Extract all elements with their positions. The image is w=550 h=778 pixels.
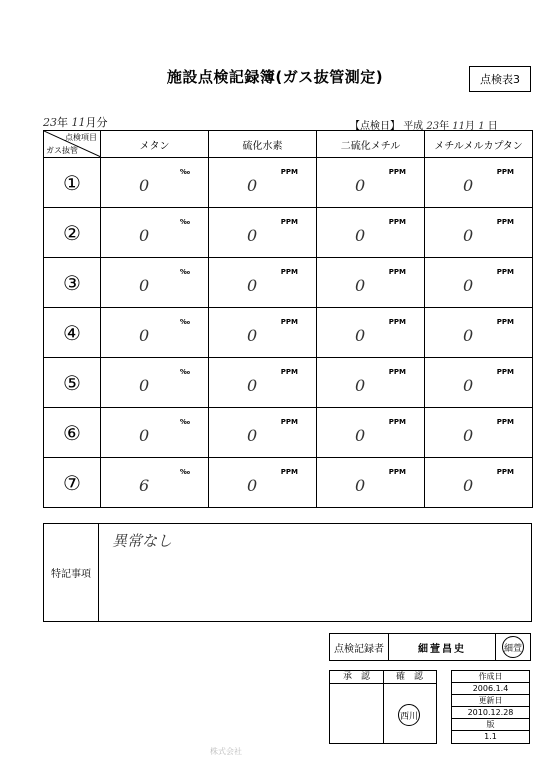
measurement-cell (317, 308, 425, 358)
measurement-cell (425, 358, 533, 408)
table-row (44, 308, 533, 358)
measurement-cell (425, 408, 533, 458)
measurement-cell (209, 258, 317, 308)
corner-label-pipes: ガス抜管 (46, 146, 78, 155)
measurement-value: 0 (139, 326, 150, 345)
measurement-unit: PPM (388, 418, 406, 426)
measurement-value: 0 (355, 376, 366, 395)
measurement-unit: PPM (388, 218, 406, 226)
measurement-value: 0 (463, 276, 474, 295)
measurement-unit: ‰ (179, 318, 190, 326)
measurement-unit: PPM (280, 418, 298, 426)
column-header: メタン (101, 131, 209, 158)
version-label: 版 (452, 719, 529, 731)
measurement-value: 0 (355, 176, 366, 195)
measurement-cell (101, 308, 209, 358)
measurement-value: 0 (247, 276, 258, 295)
measurement-unit: PPM (496, 218, 514, 226)
measurement-value: 0 (139, 276, 150, 295)
column-header: メチルメルカプタン (425, 131, 533, 158)
measurement-cell (209, 158, 317, 208)
measurement-unit: PPM (496, 468, 514, 476)
measurement-cell (101, 458, 209, 508)
measurement-cell (209, 358, 317, 408)
table-row (44, 258, 533, 308)
check-seal: 西川 (398, 704, 420, 726)
measurement-cell (425, 158, 533, 208)
inspection-year: 23 (426, 121, 440, 132)
recorder-box (329, 633, 531, 661)
measurement-value: 0 (247, 426, 258, 445)
measurement-value: 0 (355, 276, 366, 295)
measurement-cell (101, 258, 209, 308)
measurement-value: 0 (463, 476, 474, 495)
measurement-cell (317, 458, 425, 508)
gas-measurement-table (43, 130, 533, 508)
measurement-value: 0 (139, 376, 150, 395)
record-month (43, 114, 108, 130)
measurement-cell (101, 208, 209, 258)
updated-label: 更新日 (452, 695, 529, 707)
measurement-cell (209, 208, 317, 258)
record-year-suffix: 年 (57, 116, 68, 129)
row-number: ③ (44, 258, 101, 308)
measurement-value: 0 (355, 426, 366, 445)
recorder-seal: 細萱 (502, 636, 524, 658)
measurement-value: 0 (247, 376, 258, 395)
revision-box (451, 670, 530, 744)
column-header: 硫化水素 (209, 131, 317, 158)
measurement-value: 0 (247, 476, 258, 495)
footer-text: 株式会社 (210, 747, 242, 756)
check-column (383, 671, 436, 743)
measurement-unit: PPM (388, 368, 406, 376)
measurement-value: 0 (247, 326, 258, 345)
measurement-cell (209, 458, 317, 508)
measurement-value: 0 (355, 476, 366, 495)
measurement-unit: ‰ (179, 268, 190, 276)
notes-text: 異常なし (112, 532, 173, 550)
measurement-cell (101, 358, 209, 408)
version-value: 1.1 (484, 732, 497, 741)
inspection-day: 1 (478, 121, 485, 132)
inspection-month-suffix: 月 (465, 121, 476, 132)
measurement-unit: PPM (388, 168, 406, 176)
recorder-seal-cell (496, 634, 530, 660)
created-date: 2006.1.4 (452, 683, 529, 695)
row-number: ④ (44, 308, 101, 358)
table-corner-cell (44, 131, 101, 158)
check-label: 確 認 (383, 671, 436, 684)
measurement-cell (425, 458, 533, 508)
measurement-value: 0 (463, 376, 474, 395)
measurement-cell (425, 258, 533, 308)
measurement-value: 0 (463, 176, 474, 195)
document-number: 点検表3 (469, 66, 531, 92)
row-number: ⑦ (44, 458, 101, 508)
measurement-unit: PPM (496, 418, 514, 426)
measurement-unit: PPM (280, 268, 298, 276)
table-row (44, 458, 533, 508)
record-month-value: 11 (71, 116, 86, 129)
measurement-cell (101, 158, 209, 208)
measurement-unit: PPM (496, 168, 514, 176)
inspection-date-label: 【点検日】 (350, 121, 400, 132)
measurement-unit: PPM (280, 318, 298, 326)
measurement-unit: PPM (280, 218, 298, 226)
measurement-value: 0 (355, 326, 366, 345)
measurement-unit: PPM (280, 368, 298, 376)
column-header: 二硫化メチル (317, 131, 425, 158)
measurement-unit: ‰ (179, 168, 190, 176)
recorder-label: 点検記録者 (330, 634, 389, 660)
measurement-unit: ‰ (179, 418, 190, 426)
updated-date: 2010.12.28 (452, 707, 529, 719)
measurement-value: 0 (355, 226, 366, 245)
measurement-value: 0 (463, 326, 474, 345)
measurement-unit: PPM (388, 318, 406, 326)
measurement-cell (317, 258, 425, 308)
measurement-cell (209, 308, 317, 358)
row-number: ① (44, 158, 101, 208)
measurement-cell (317, 358, 425, 408)
measurement-unit: PPM (280, 468, 298, 476)
measurement-unit: PPM (496, 318, 514, 326)
table-row (44, 408, 533, 458)
approve-label: 承 認 (330, 671, 383, 684)
measurement-unit: ‰ (179, 368, 190, 376)
created-label: 作成日 (452, 671, 529, 683)
table-header-row (44, 131, 533, 158)
measurement-value: 0 (247, 176, 258, 195)
corner-label-items: 点検項目 (65, 133, 97, 142)
notes-label: 特記事項 (44, 524, 99, 621)
measurement-value: 6 (139, 476, 150, 495)
record-month-suffix: 月分 (85, 116, 108, 129)
inspection-year-suffix: 年 (439, 121, 450, 132)
measurement-value: 0 (463, 426, 474, 445)
table-row (44, 158, 533, 208)
measurement-cell (317, 208, 425, 258)
measurement-unit: PPM (280, 168, 298, 176)
measurement-unit: PPM (496, 368, 514, 376)
row-number: ⑤ (44, 358, 101, 408)
measurement-unit: PPM (496, 268, 514, 276)
measurement-value: 0 (139, 426, 150, 445)
approval-box (329, 670, 437, 744)
page-title: 施設点検記録簿(ガス抜管測定) (166, 68, 384, 86)
measurement-value: 0 (247, 226, 258, 245)
inspection-day-suffix: 日 (487, 121, 498, 132)
measurement-unit: PPM (388, 468, 406, 476)
measurement-unit: ‰ (179, 218, 190, 226)
notes-box (43, 523, 532, 622)
measurement-value: 0 (463, 226, 474, 245)
measurement-value: 0 (139, 176, 150, 195)
inspection-month: 11 (452, 121, 466, 132)
table-row (44, 208, 533, 258)
measurement-cell (209, 408, 317, 458)
measurement-cell (101, 408, 209, 458)
approve-column (330, 671, 384, 743)
measurement-cell (317, 408, 425, 458)
inspection-era: 平成 (403, 121, 424, 132)
row-number: ② (44, 208, 101, 258)
measurement-unit: ‰ (179, 468, 190, 476)
measurement-value: 0 (139, 226, 150, 245)
measurement-cell (317, 158, 425, 208)
recorder-name: 細萱昌史 (389, 634, 496, 660)
measurement-cell (425, 308, 533, 358)
record-year: 23 (43, 116, 57, 129)
row-number: ⑥ (44, 408, 101, 458)
measurement-cell (425, 208, 533, 258)
table-row (44, 358, 533, 408)
measurement-unit: PPM (388, 268, 406, 276)
